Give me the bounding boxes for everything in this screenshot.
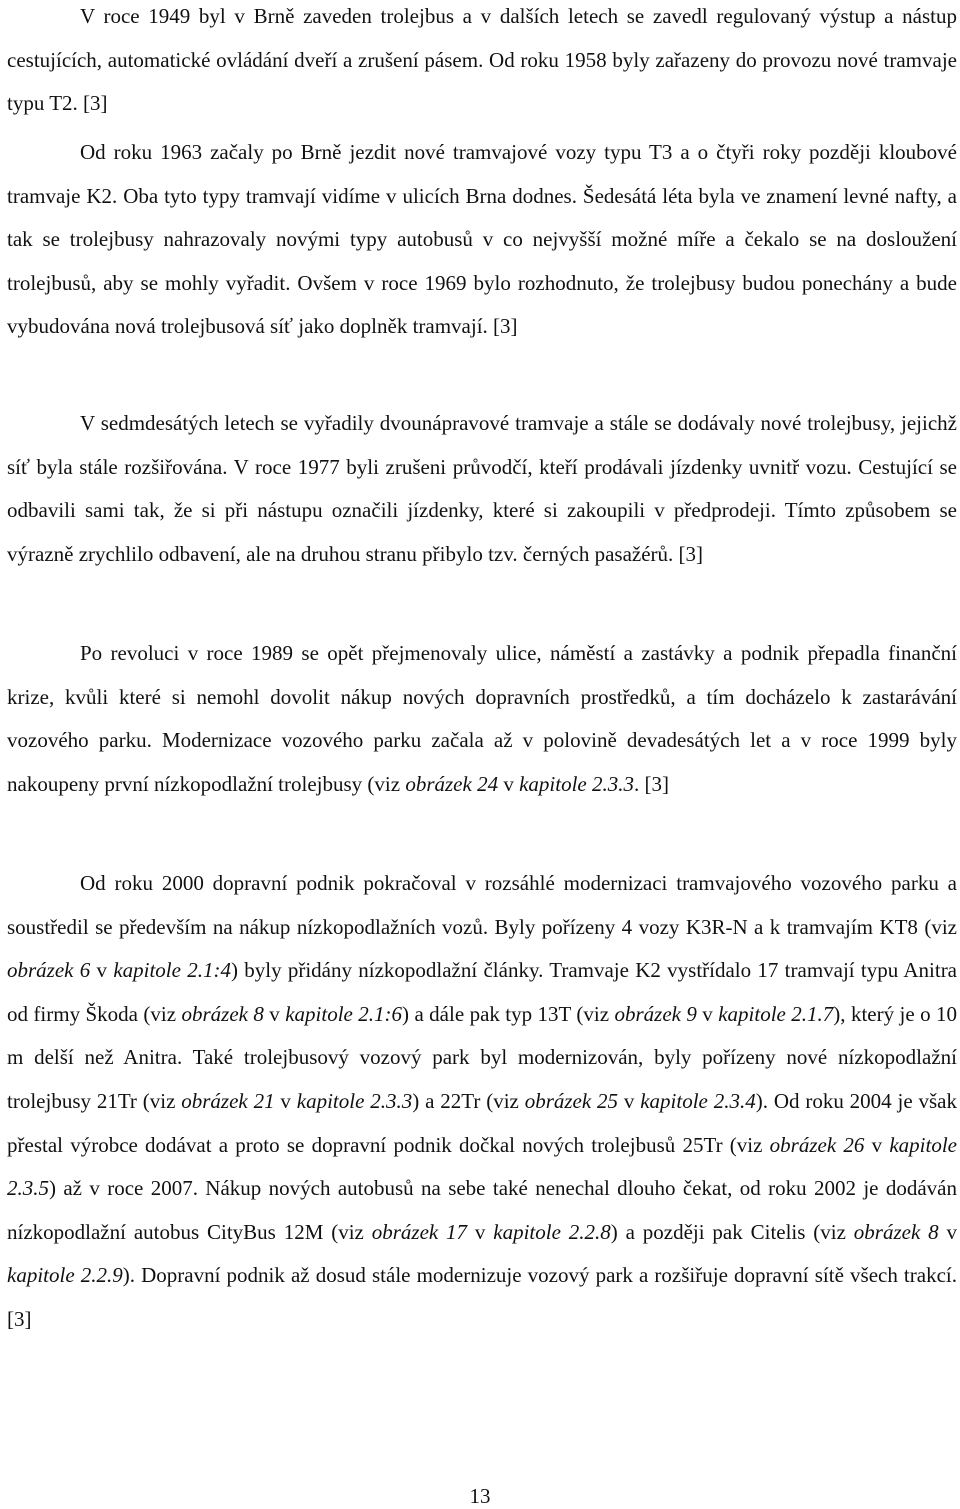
- paragraph-text: ). Od roku 2004 je však přestal výrobce dodávat a proto se dopravní podnik dočkal nových trolejbusů 25Tr (viz: [7, 1088, 957, 1157]
- paragraph-text: v: [90, 958, 114, 983]
- reference-text: kapitole 2.3.3: [296, 1088, 413, 1113]
- paragraph-2: [7, 131, 957, 349]
- paragraph-text: v: [467, 1219, 494, 1244]
- reference-text: obrázek 8: [181, 1001, 264, 1026]
- reference-text: obrázek 21: [181, 1088, 275, 1113]
- reference-text: obrázek 25: [524, 1088, 619, 1113]
- paragraph-text: v: [498, 771, 520, 796]
- paragraph-text: Od roku 2000 dopravní podnik pokračoval v rozsáhlé modernizaci tramvajového vozového parku a soustředil se především na nákup nízkopodlažních vozů. Byly pořízeny 4 vozy K3R-N a k tramvajím KT8 (viz: [7, 871, 957, 939]
- paragraph-text: Po revoluci v roce 1989 se opět přejmenovaly ulice, náměstí a zastávky a podnik přepadla finanční krize, kvůli které si nemohl dovolit nákup nových dopravních prostředků, a tím docházelo k zastarávání vozového parku. Modernizace vozového parku začala až v polovině devadesátých let a v roce 1999 byly nakoupeny první nízkopodlažní trolejbusy (viz: [7, 641, 957, 796]
- paragraph-text: ) a dále pak typ 13T (viz: [402, 1001, 615, 1026]
- paragraph-text: v: [864, 1132, 890, 1157]
- paragraph-text: v: [263, 1001, 286, 1026]
- reference-text: kapitole 2.1:4: [113, 958, 231, 983]
- reference-text: obrázek 9: [614, 1001, 697, 1026]
- reference-text: kapitole 2.3.5: [7, 1132, 957, 1201]
- reference-text: kapitole 2.1.7: [718, 1001, 834, 1026]
- paragraph-text: ) až v roce 2007. Nákup nových autobusů na sebe také nenechal dlouho čekat, od roku 2002 je dodáván nízkopodlažní autobus CityBus 12M (viz: [7, 1176, 957, 1244]
- reference-text: obrázek 26: [769, 1132, 865, 1157]
- paragraph-text: ). Dopravní podnik až dosud stále modernizuje vozový park a rozšiřuje dopravní sítě všech trakcí. [3]: [7, 1263, 957, 1331]
- reference-text: kapitole 2.2.9: [7, 1263, 123, 1288]
- paragraph-text: v: [938, 1219, 957, 1244]
- reference-text: obrázek 17: [371, 1219, 468, 1244]
- paragraph-text: . [3]: [633, 771, 669, 796]
- paragraph-3: [7, 402, 957, 576]
- paragraph-text: ) a později pak Citelis (viz: [610, 1219, 854, 1244]
- paragraph-text: v: [696, 1001, 719, 1026]
- paragraph-text: V sedmdesátých letech se vyřadily dvounápravové tramvaje a stále se dodávaly nové trolejbusy, jejichž síť byla stále rozšiřována. V roce 1977 byli zrušeni průvodčí, kteří prodávali jízdenky uvnitř vozu. Cestující se odbavili sami tak, že si při nástupu označili jízdenky, které si zakoupili v předprodeji. Tímto způsobem se výrazně zrychlilo odbavení, ale na druhou stranu přibylo tzv. černých pasažérů. [3]: [7, 411, 957, 566]
- paragraph-4: [7, 632, 957, 806]
- paragraph-text: ) byly přidány nízkopodlažní články. Tramvaje K2 vystřídalo 17 tramvají typu Anitra od firmy Škoda (viz: [7, 958, 958, 1026]
- paragraph-5: [7, 862, 957, 1342]
- paragraph-text: V roce 1949 byl v Brně zaveden trolejbus a v dalších letech se zavedl regulovaný výstup a nástup cestujících, automatické ovládání dveří a zrušení pásem. Od roku 1958 byly zařazeny do provozu nové tramvaje typu T2. [3]: [7, 4, 957, 116]
- paragraph-text: v: [274, 1088, 297, 1113]
- reference-text: kapitole 2.1:6: [285, 1001, 403, 1026]
- reference-text: obrázek 24: [405, 771, 499, 796]
- page-number: 13: [469, 1484, 491, 1508]
- reference-text: kapitole 2.3.4: [640, 1088, 756, 1113]
- paragraph-text: ), který je o 10 m delší než Anitra. Také trolejbusový vozový park byl modernizován, byly pořízeny nové nízkopodlažní trolejbusy 21Tr (viz: [7, 1001, 958, 1113]
- paragraph-text: v: [618, 1088, 641, 1113]
- paragraph-1: [7, 0, 957, 126]
- reference-text: obrázek 8: [853, 1219, 939, 1244]
- reference-text: obrázek 6: [7, 958, 91, 983]
- reference-text: kapitole 2.2.8: [493, 1219, 611, 1244]
- paragraph-text: Od roku 1963 začaly po Brně jezdit nové tramvajové vozy typu T3 a o čtyři roky později kloubové tramvaje K2. Oba tyto typy tramvají vidíme v ulicích Brna dodnes. Šedesátá léta byla ve znamení levné nafty, a tak se trolejbusy nahrazovaly novými typy autobusů v co nejvyšší možné míře a čekalo se na dosloužení trolejbusů, aby se mohly vyřadit. Ovšem v roce 1969 bylo rozhodnuto, že trolejbusy budou ponechány a bude vybudována nová trolejbusová síť jako doplněk tramvají. [3]: [7, 140, 957, 339]
- paragraph-text: ) a 22Tr (viz: [412, 1088, 525, 1113]
- reference-text: kapitole 2.3.3: [519, 771, 634, 796]
